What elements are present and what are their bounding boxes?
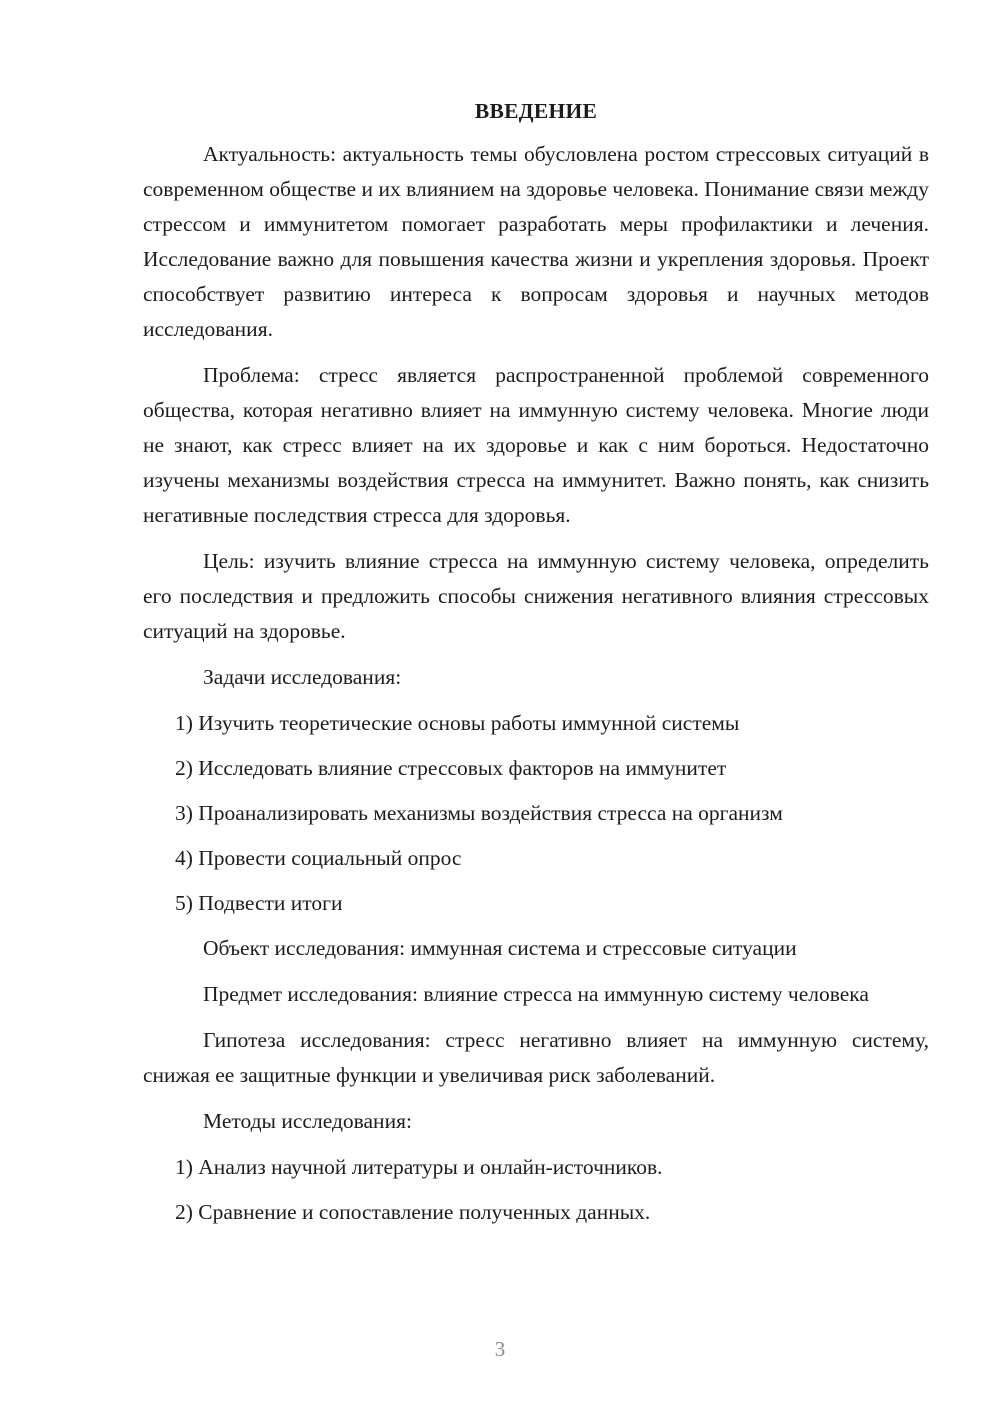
methods-heading: Методы исследования: bbox=[203, 1109, 412, 1133]
task-list-item: 1) Изучить теоретические основы работы иммунной системы bbox=[175, 711, 740, 735]
method-list-item: 1) Анализ научной литературы и онлайн-источников. bbox=[175, 1155, 663, 1179]
goal-paragraph: Цель: изучить влияние стресса на иммунную систему человека, определить его последствия и предложить способы снижения негативного влияния стрессовых ситуаций на здоровье. bbox=[143, 549, 929, 643]
relevance-paragraph: Актуальность: актуальность темы обусловлена ростом стрессовых ситуаций в современном обществе и их влиянием на здоровье человека. Понимание связи между стрессом и иммунитетом помогает разработать меры профилактики и лечения. Исследование важно для повышения качества жизни и укрепления здоровья. Проект способствует развитию интереса к вопросам здоровья и научных методов исследования. bbox=[143, 142, 929, 341]
page-content bbox=[143, 94, 929, 1240]
tasks-heading: Задачи исследования: bbox=[203, 665, 402, 689]
task-list-item: 3) Проанализировать механизмы воздействия стресса на организм bbox=[175, 801, 783, 825]
hypothesis-paragraph: Гипотеза исследования: стресс негативно влияет на иммунную систему, снижая ее защитные функции и увеличивая риск заболеваний. bbox=[143, 1028, 929, 1087]
task-list-item: 5) Подвести итоги bbox=[175, 891, 343, 915]
method-list-item: 2) Сравнение и сопоставление полученных данных. bbox=[175, 1200, 651, 1224]
task-list-item: 4) Провести социальный опрос bbox=[175, 846, 462, 870]
object-paragraph: Объект исследования: иммунная система и стрессовые ситуации bbox=[203, 936, 797, 960]
subject-paragraph: Предмет исследования: влияние стресса на иммунную систему человека bbox=[203, 982, 869, 1006]
section-heading: ВВЕДЕНИЕ bbox=[474, 99, 598, 123]
problem-paragraph: Проблема: стресс является распространенной проблемой современного общества, которая негативно влияет на иммунную систему человека. Многие люди не знают, как стресс влияет на их здоровье и как с ним бороться. Недостаточно изучены механизмы воздействия стресса на иммунитет. Важно понять, как снизить негативные последствия стресса для здоровья. bbox=[143, 363, 929, 527]
page-number: 3 bbox=[494, 1337, 506, 1361]
task-list-item: 2) Исследовать влияние стрессовых факторов на иммунитет bbox=[175, 756, 727, 780]
